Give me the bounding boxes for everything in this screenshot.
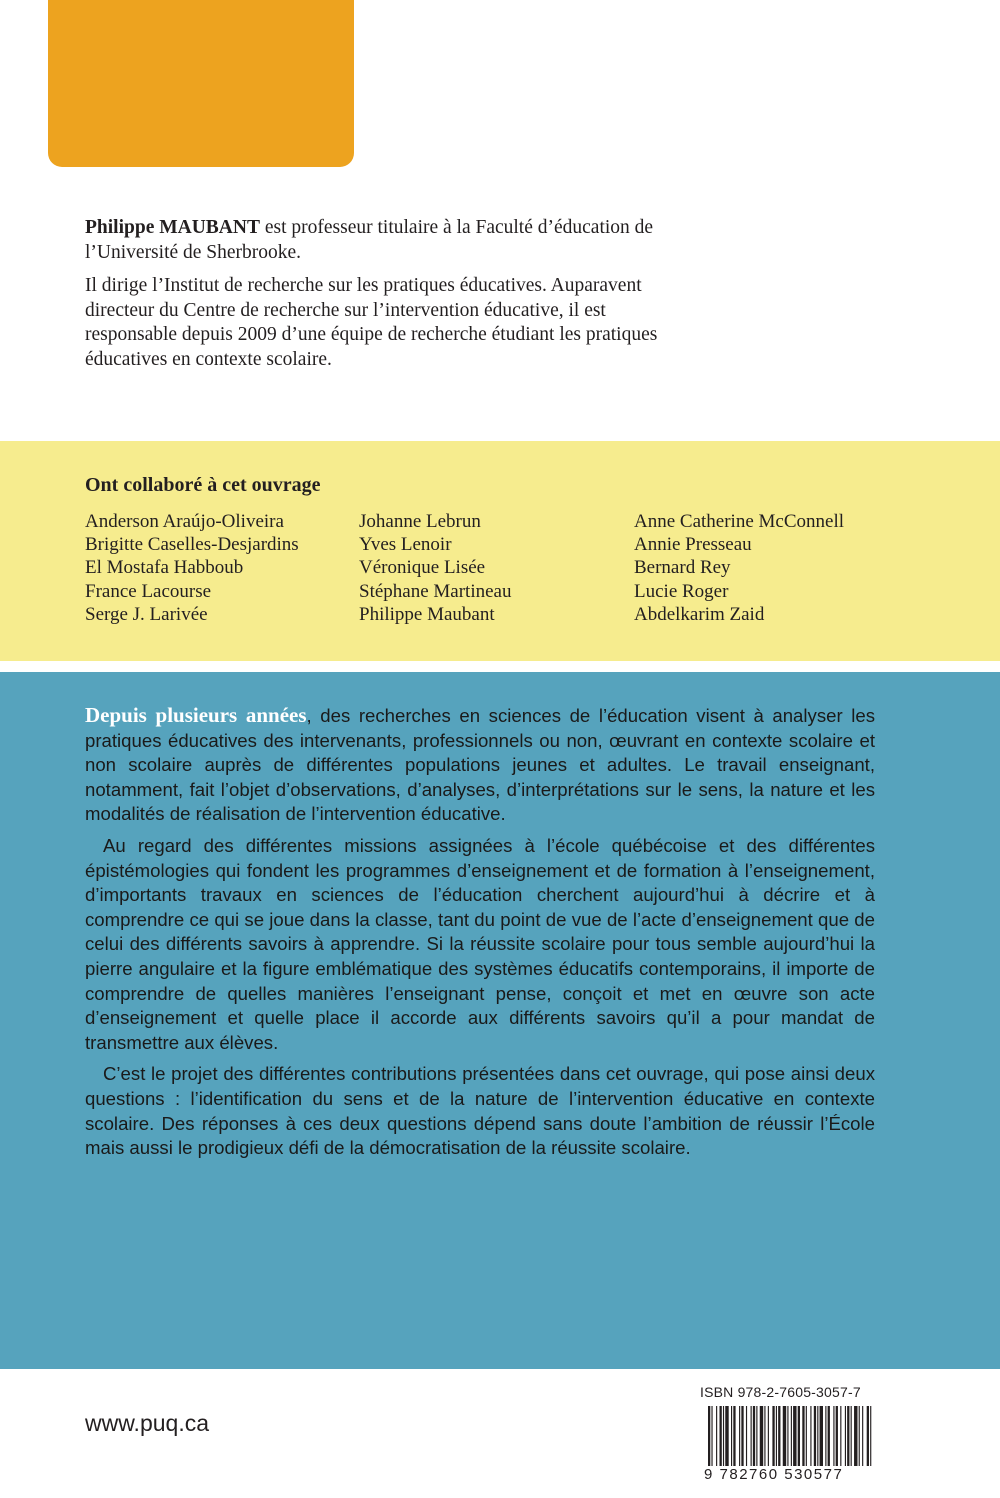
isbn-number: ISBN 978-2-7605-3057-7 (700, 1384, 861, 1400)
collaborator-name: Lucie Roger (634, 580, 729, 602)
barcode-digits: 9 782760 530577 (704, 1466, 876, 1483)
collaborators-column-3 (634, 510, 844, 626)
summary-paragraph-2: Au regard des différentes missions assignées à l’école québécoise et des différentes épistémologies qui fondent les programmes d’enseignement et de formation à l’enseignement, d’importants travaux en sciences de l’éducation cherchent aujourd’hui à décrire et à comprendre ce qui se joue dans la classe, tant du point de vue de l’acte d’enseignement que de celui des différents savoirs à apprendre. Si la réussite scolaire pour tous semble aujourd’hui la pierre angulaire et la figure emblématique des systèmes éducatifs contemporains, il importe de comprendre de quelles manières l’enseignant pense, conçoit et met en œuvre son acte d’enseignement et quelle place il accorde aux différents savoirs qu’il a pour mandat de transmettre aux élèves. (85, 834, 875, 1053)
collaborator-name: Anne Catherine McConnell (634, 511, 845, 532)
summary-lead: Depuis plusieurs années (85, 703, 307, 727)
collaborator-name: Abdelkarim Zaid (634, 603, 765, 625)
collaborator-name: Anderson Araújo-Oliveira (85, 511, 284, 532)
collaborator-name: Véronique Lisée (359, 557, 486, 579)
collaborator-name: El Mostafa Habboub (85, 557, 244, 579)
collaborators-title: Ont collaboré à cet ouvrage (85, 474, 321, 496)
author-bio-text: Il dirige l’Institut de recherche sur les pratiques éducatives. Auparavent directeur du Centre de recherche sur l’intervention éducative, il est responsable depuis 2009 d’une équipe de recherche étudiant les pratiques éducatives en contexte scolaire. (85, 275, 658, 370)
author-intro-text: est professeur titulaire à la Faculté d’éducation de l’Université de Sherbrooke. (85, 217, 654, 263)
collaborators-column-1 (85, 510, 299, 626)
author-intro (85, 216, 665, 265)
collaborator-name: Serge J. Larivée (85, 603, 208, 625)
book-summary (85, 703, 875, 1168)
orange-header-tab (48, 0, 354, 167)
author-name: Philippe MAUBANT (85, 217, 260, 238)
collaborator-name: Bernard Rey (634, 557, 731, 579)
summary-paragraph-3: C’est le projet des différentes contributions présentées dans cet ouvrage, qui pose ainsi deux questions : l’identification du sens et de la nature de l’intervention éducative en contexte scolaire. Des réponses à ces deux questions dépend sans doute l’ambition de réussir l’École mais aussi le prodigieux défi de la démocratisation de la réussite scolaire. (85, 1063, 875, 1159)
author-bio (85, 216, 665, 381)
collaborator-name: Johanne Lebrun (359, 511, 481, 532)
collaborator-name: Stéphane Martineau (359, 580, 512, 602)
collaborators-column-2 (359, 510, 511, 626)
summary-paragraph-1-text: , des recherches en sciences de l’éducation visent à analyser les pratiques éducatives des intervenants, professionnels ou non, œuvrant en contexte scolaire et non scolaire auprès de différentes populations jeunes et adultes. Le travail enseignant, notamment, fait l’objet d’observations, d’analyses, d’interprétations sur le sens, la nature et les modalités de réalisation de l’intervention éducative. (85, 705, 876, 825)
publisher-website[interactable]: www.puq.ca (85, 1410, 210, 1436)
collaborator-name: Brigitte Caselles-Desjardins (85, 534, 299, 556)
collaborator-name: Yves Lenoir (359, 534, 452, 556)
collaborator-name: Philippe Maubant (359, 603, 495, 625)
collaborator-name: France Lacourse (85, 580, 212, 602)
collaborator-name: Annie Presseau (634, 534, 752, 556)
summary-paragraph-1 (85, 703, 875, 827)
